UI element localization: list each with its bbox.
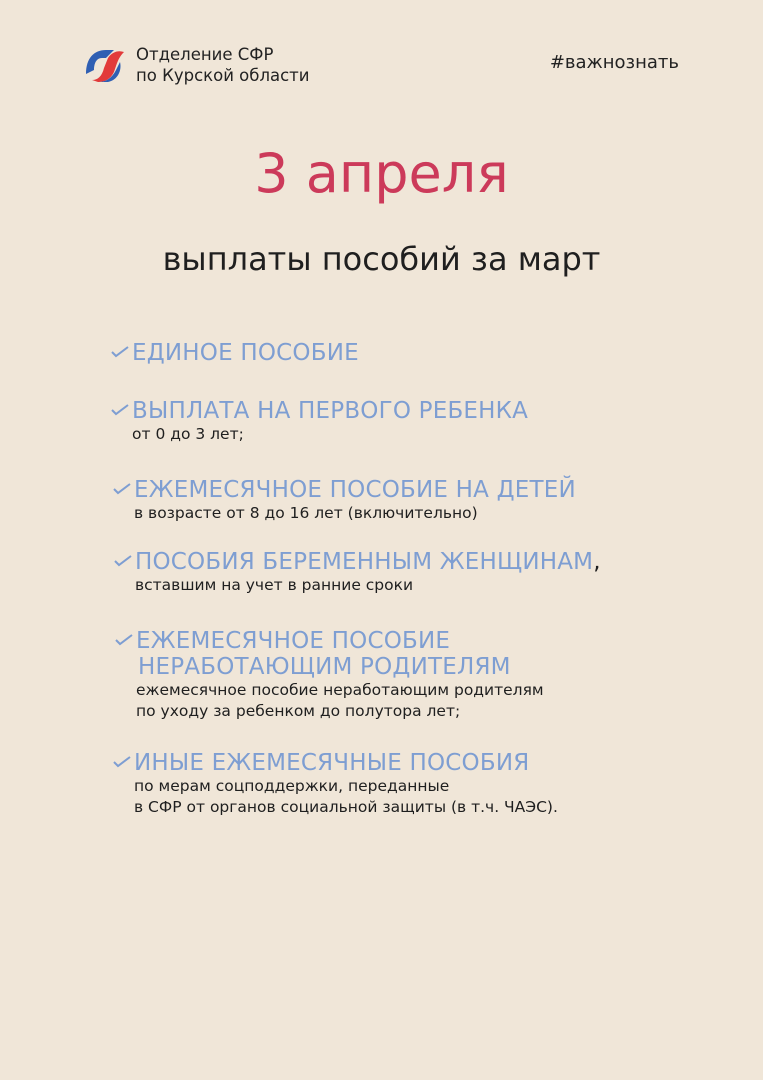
checkmark-icon: [113, 554, 133, 568]
list-item: [134, 750, 558, 818]
list-item: [135, 549, 601, 596]
organization-name: [136, 44, 310, 86]
item-heading: [134, 750, 558, 776]
checkmark-icon: [112, 482, 132, 496]
list-item: [134, 477, 576, 524]
item-heading-line-2: НЕРАБОТАЮЩИМ РОДИТЕЛЯМ: [138, 654, 511, 680]
item-heading: [135, 549, 601, 575]
list-item: [136, 628, 544, 722]
org-line-2: по Курской области: [136, 66, 310, 85]
list-item: [132, 398, 528, 445]
checkmark-icon: [112, 755, 132, 769]
item-description: ежемесячное пособие неработающим родителям: [136, 681, 544, 699]
header: [80, 44, 310, 86]
item-heading-text: ИНЫЕ ЕЖЕМЕСЯЧНЫЕ ПОСОБИЯ: [134, 750, 530, 776]
checkmark-icon: [110, 345, 130, 359]
item-description-line-2: по уходу за ребенком до полутора лет;: [136, 702, 461, 720]
subtitle: выплаты пособий за март: [162, 240, 601, 278]
item-heading: [132, 340, 359, 366]
item-heading-text: ПОСОБИЯ БЕРЕМЕННЫМ ЖЕНЩИНАМ: [135, 549, 594, 575]
item-description: вставшим на учет в ранние сроки: [135, 576, 414, 594]
item-description: от 0 до 3 лет;: [132, 425, 244, 443]
item-heading-suffix: ,: [593, 549, 601, 575]
item-heading-text: ВЫПЛАТА НА ПЕРВОГО РЕБЕНКА: [132, 398, 529, 424]
item-description-line-2: в СФР от органов социальной защиты (в т.ч. ЧАЭС).: [134, 798, 558, 816]
hashtag: #важнознать: [549, 52, 679, 73]
sfr-logo-icon: [80, 44, 128, 86]
item-heading: [136, 628, 544, 654]
payment-date: 3 апреля: [254, 142, 509, 205]
item-description: по мерам соцподдержки, переданные: [134, 777, 450, 795]
item-heading-text: ЕЖЕМЕСЯЧНОЕ ПОСОБИЕ НА ДЕТЕЙ: [134, 477, 576, 503]
item-description: в возрасте от 8 до 16 лет (включительно): [134, 504, 478, 522]
list-item: [132, 340, 359, 366]
checkmark-icon: [110, 403, 130, 417]
item-heading-text: ЕДИНОЕ ПОСОБИЕ: [132, 340, 359, 366]
org-line-1: Отделение СФР: [136, 45, 274, 64]
checkmark-icon: [114, 633, 134, 647]
item-heading: [132, 398, 528, 424]
item-heading-text: ЕЖЕМЕСЯЧНОЕ ПОСОБИЕ: [136, 628, 451, 654]
item-heading: [134, 477, 576, 503]
